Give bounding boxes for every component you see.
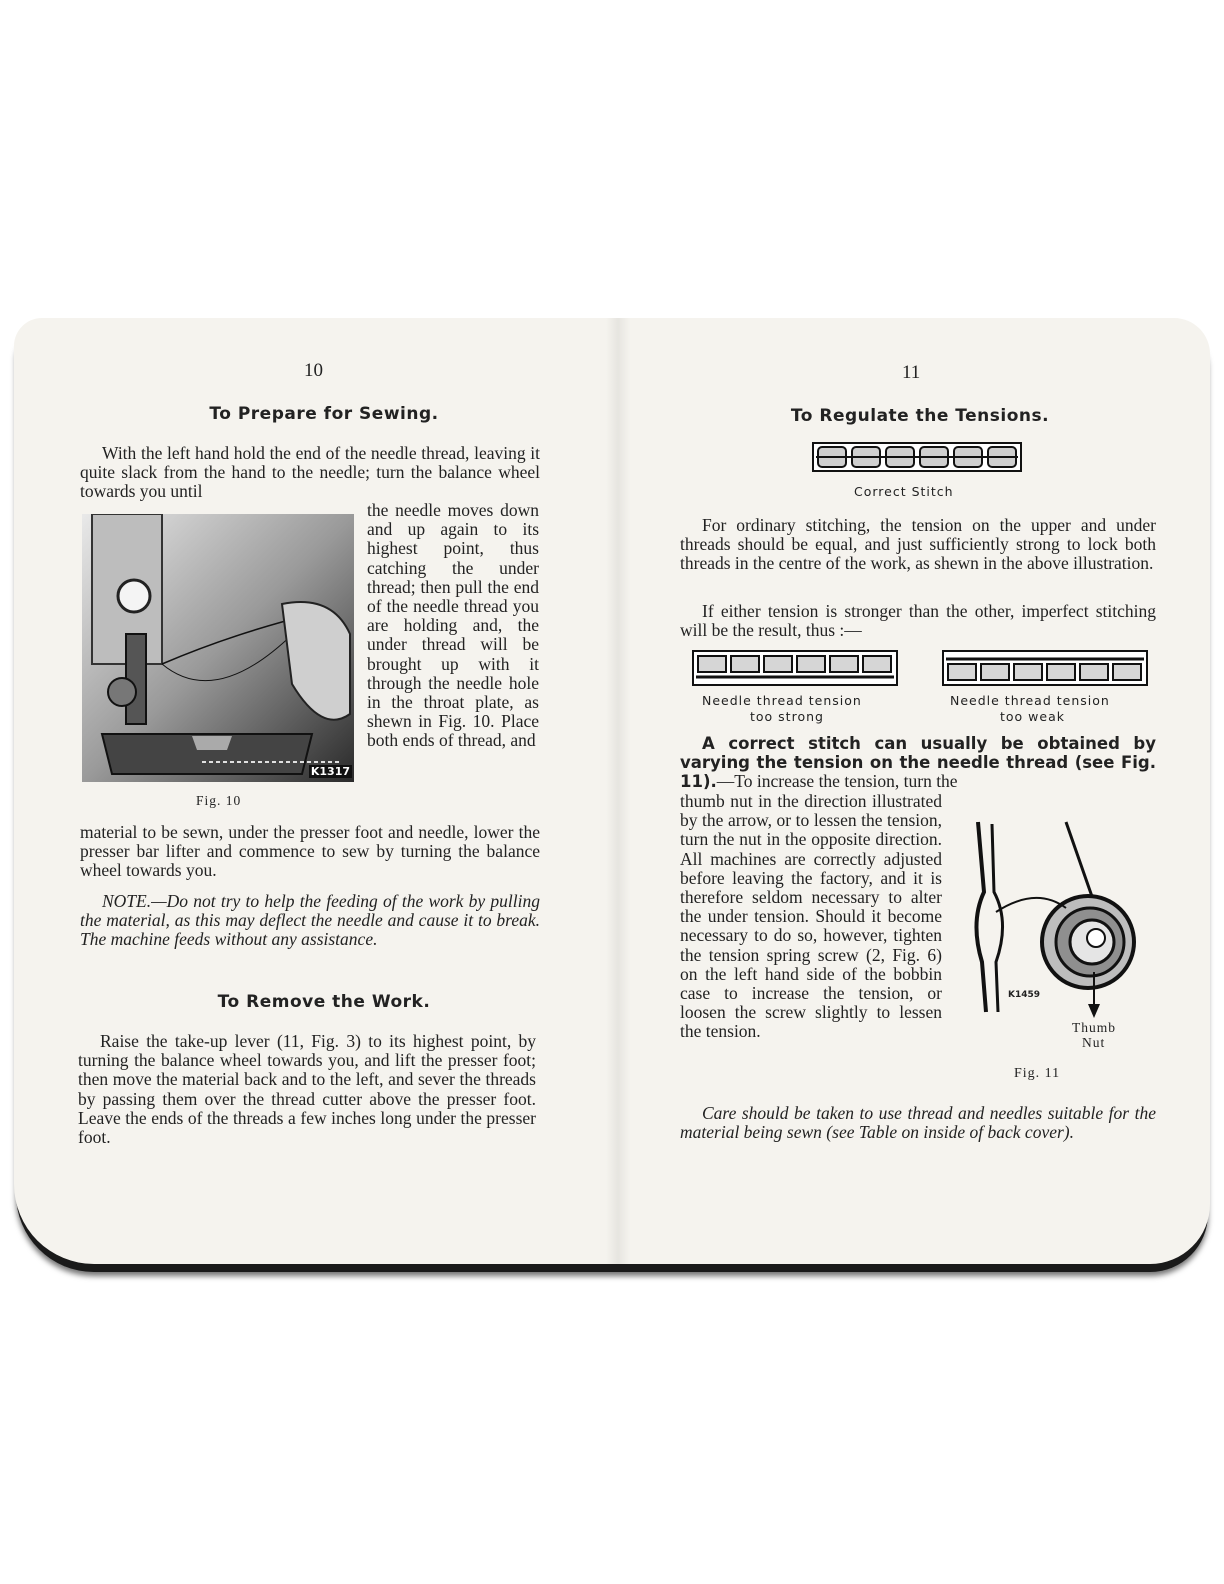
too-strong-caption-line2: too strong (750, 709, 824, 724)
correct-stitch-lead-rest: —To increase the tension, turn the (716, 771, 958, 792)
care-text: Care should be taken to use thread and needles suitable for the material being sewn (see Table on inside of back cover). (680, 1103, 1156, 1143)
open-booklet (14, 318, 1210, 1264)
fig11-caption: Fig. 11 (1014, 1066, 1061, 1081)
remove-text: Raise the take-up lever (11, Fig. 3) to its highest point, by turning the balance wheel towards you, and lift the presser foot; then move the material back and to the left, and sever the threads by passing them over the thread cutter above the presser foot. Leave the ends of the threads a few inches long under the presser foot. (78, 1031, 536, 1148)
too-weak-caption-line1: Needle thread tension (950, 693, 1110, 708)
thumb-nut-text: thumb nut in the direction illustrated by the arrow, or to lessen the tension, turn the nut in the opposite direction. All machines are correctly adjusted before leaving the factory, and it is therefore seldom necessary to alter the under tension. Should it become necessary to do so, however, tighten the tension spring screw (2, Fig. 6) on the left hand side of the bobbin case to increase the tension, or loosen the screw slightly to lessen the tension. (680, 791, 942, 1042)
prepare-beside-figure-text: the needle moves down and up again to its highest point, thus catching the under thread; then pull the end of the needle thread you are holding and, the under thread will be brought up with it through the needle hole in the throat plate, as shewn in Fig. 10. Place both ends of thread, and (367, 500, 539, 751)
tension-too-weak-illustration (942, 650, 1148, 691)
left-page (14, 318, 614, 1264)
page-number: 10 (304, 360, 323, 381)
note-text: NOTE.—Do not try to help the feeding of the work by pulling the material, as this may deflect the needle and cause it to break. The machine feeds without any assistance. (80, 891, 540, 950)
heading-regulate-tensions: To Regulate the Tensions. (790, 406, 1050, 426)
heading-prepare-for-sewing: To Prepare for Sewing. (209, 404, 439, 424)
fig10-caption: Fig. 10 (196, 793, 242, 808)
page-number: 11 (902, 362, 921, 383)
ordinary-stitching-text: For ordinary stitching, the tension on the upper and under threads should be equal, and just sufficiently strong to lock both threads in the centre of the work, as shewn in the above illustration. (680, 515, 1156, 574)
prepare-continued-text: material to be sewn, under the presser foot and needle, lower the presser bar lifter and commence to sew by turning the balance wheel towards you. (80, 822, 540, 881)
fig10-illustration (82, 514, 354, 782)
heading-remove-work: To Remove the Work. (217, 992, 431, 1012)
correct-stitch-lead: A correct stitch can usually be obtained by varying the tension on the needle thread (see Fig. 11). (680, 734, 1156, 792)
fig11-illustration (956, 812, 1156, 1050)
fig11-label-nut: Nut (1082, 1035, 1106, 1050)
right-page (624, 318, 1210, 1264)
correct-stitch-paragraph (680, 734, 1156, 792)
either-tension-text: If either tension is stronger than the other, imperfect stitching will be the result, thus :— (680, 601, 1156, 641)
fig10-code: K1317 (310, 765, 350, 778)
too-strong-caption-line1: Needle thread tension (702, 693, 862, 708)
fig11-label-thumb: Thumb (1072, 1020, 1116, 1035)
correct-stitch-caption: Correct Stitch (854, 484, 954, 499)
correct-stitch-illustration (812, 442, 1022, 477)
too-weak-caption-line2: too weak (1000, 709, 1065, 724)
tension-too-strong-illustration (692, 650, 898, 691)
prepare-intro-text: With the left hand hold the end of the needle thread, leaving it quite slack from the hand to the needle; turn the balance wheel towards you until (80, 443, 540, 502)
fig11-code: K1459 (1008, 990, 1041, 1000)
